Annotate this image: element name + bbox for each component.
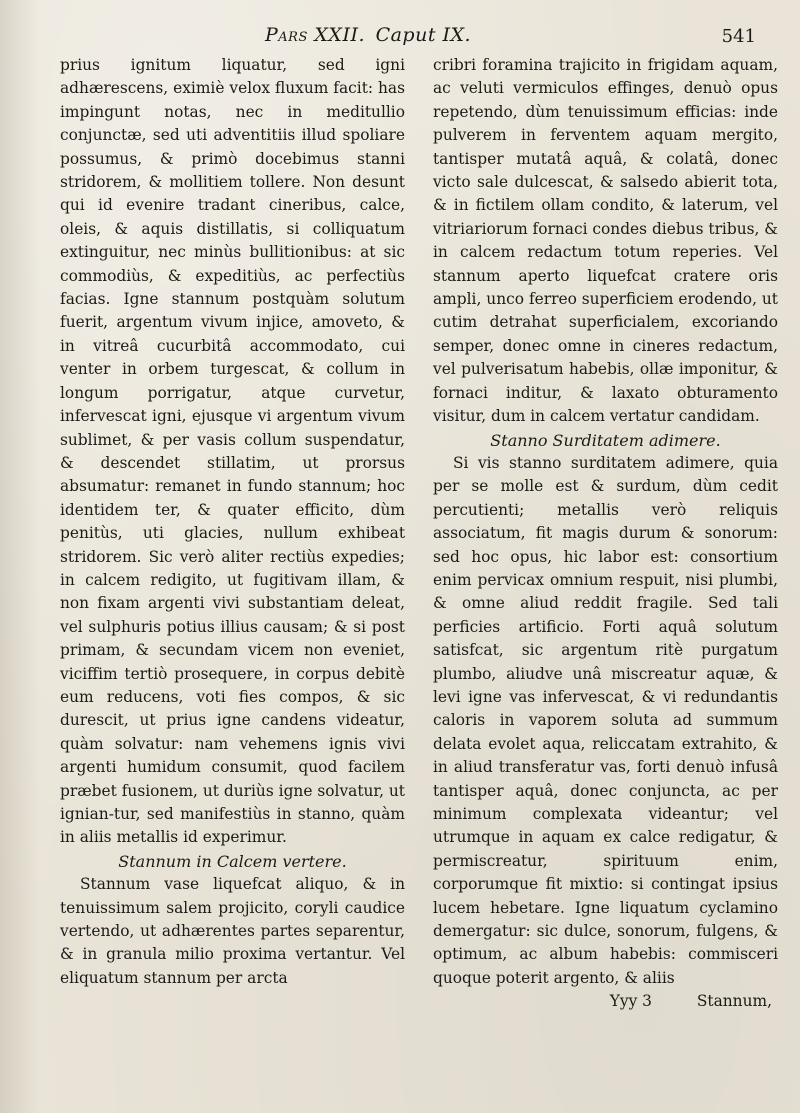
page-header xyxy=(60,14,778,54)
section-heading-calcem: Stannum in Calcem vertere. xyxy=(118,851,347,871)
page-number: 541 xyxy=(721,26,756,47)
page-footer xyxy=(433,990,778,1013)
page-gutter-shadow xyxy=(0,0,40,1113)
running-head xyxy=(265,24,471,46)
left-paragraph-1: prius ignitum liquatur, sed igni adhærescens, eximiè velox fluxum facit: has impingunt notas, nec in meditullio conjunctæ, sed uti adventitiis illud spoliare possumus, & primò docebimus stanni stridorem, & mollitiem tollere. Non desunt qui id evenire tradant cineribus, calce, oleis, & aquis distillatis, si colliquatum extinguitur, nec minùs bullitionibus: at sic commodiùs, & expeditiùs, ac perfectiùs facias. Igne stannum postquàm solutum fuerit, argentum vivum injice, amoveto, & in vitreâ cucurbitâ accommodato, cui venter in orbem turgescat, & collum in longum porrigatur, atque curvetur, infervescat igni, ejusque vi argentum vivum sublimet, & per vasis collum suspendatur, & descendet stillatim, ut prorsus absumatur: remanet in fundo stannum; hoc identidem ter, & quater efficito, dùm penitùs, uti glacies, nullum exhibeat stridorem. Sic verò aliter rectiùs expedies; in calcem redigito, ut fugitivam illam, & non fixam argenti vivi substantiam deleat, vel sulphuris potius illius causam; & si post primam, & secundam vicem non eveniet, viciffim tertiò prosequere, in corpus debitè eum reducens, voti fies compos, & sic durescit, ut prius igne candens videatur, quàm solvatur: nam vehemens ignis vivi argenti humidum consumit, quod facilem præbet fusionem, ut duriùs igne solvatur, ut ignian-tur, sed manifestiùs in stanno, quàm in aliis metallis id experimur. xyxy=(60,56,405,847)
right-paragraph-1: cribri foramina trajicito in frigidam aquam, ac veluti vermiculos effinges, denuò opus repetendo, dùm tenuissimum efficias: inde pulverem in ferventem aquam mergito, tantisper mutatâ aquâ, & colatâ, donec victo sale dulcescat, & salsedo abierit tota, & in fictilem ollam condito, & laterum, vel vitriariorum fornaci condes diebus tribus, & in calcem redactum totum reperies. Vel stannum aperto liquefcat cratere oris ampli, unco ferreo superficiem erodendo, ut cutim detrahat superficialem, excoriando semper, donec omne in cineres redactum, vel pulverisatum habebis, ollæ imponitur, & fornaci inditur, & laxato obturamento visitur, dum in calcem vertatur candidam. xyxy=(433,56,778,426)
right-column xyxy=(433,54,778,1014)
left-column xyxy=(60,54,405,1014)
part-label: Pars XXII. xyxy=(265,24,366,46)
text-columns xyxy=(60,54,778,1014)
left-paragraph-2: Stannum vase liquefcat aliquo, & in tenuissimum salem projicito, coryli caudice vertendo, ut adhærentes partes separentur, & in granula milio proxima vertantur. Vel eliquatum stannum per arcta xyxy=(60,875,405,987)
catchword: Stannum, xyxy=(696,992,772,1011)
section-heading-surditatem: Stanno Surditatem adimere. xyxy=(490,430,721,450)
right-paragraph-2: Si vis stanno surditatem adimere, quia per se molle est & surdum, dùm cedit percutienti; metallis verò reliquis associatum, fit magis durum & sonorum: sed hoc opus, hic labor est: consortium enim pervicax omnium respuit, nisi plumbi, & omne aliud reddit fragile. Sed tali perficies artificio. Forti aquâ solutum satisfcat, sic argentum ritè purgatum plumbo, aliudve unâ miscreatur aquæ, & levi igne vas infervescat, & vi redundantis caloris in vaporem soluta ad summum delata evolet aqua, reliccatam extrahito, & in aliud transferatur vas, forti denuò infusâ tantisper aquâ, donec conjuncta, ac per minimum complexata videantur; vel utrumque in aquam ex calce redigatur, & permiscreatur, spirituum enim, corporumque fit mixtio: si contingat ipsius lucem hebetare. Igne liquatum cyclamino demergatur: sic dulce, sonorum, fulgens, & optimum, ac album habebis: commisceri quoque poterit argento, & aliis xyxy=(433,453,778,987)
signature-mark: Yyy 3 xyxy=(609,992,652,1011)
chapter-label: Caput IX. xyxy=(375,24,472,46)
